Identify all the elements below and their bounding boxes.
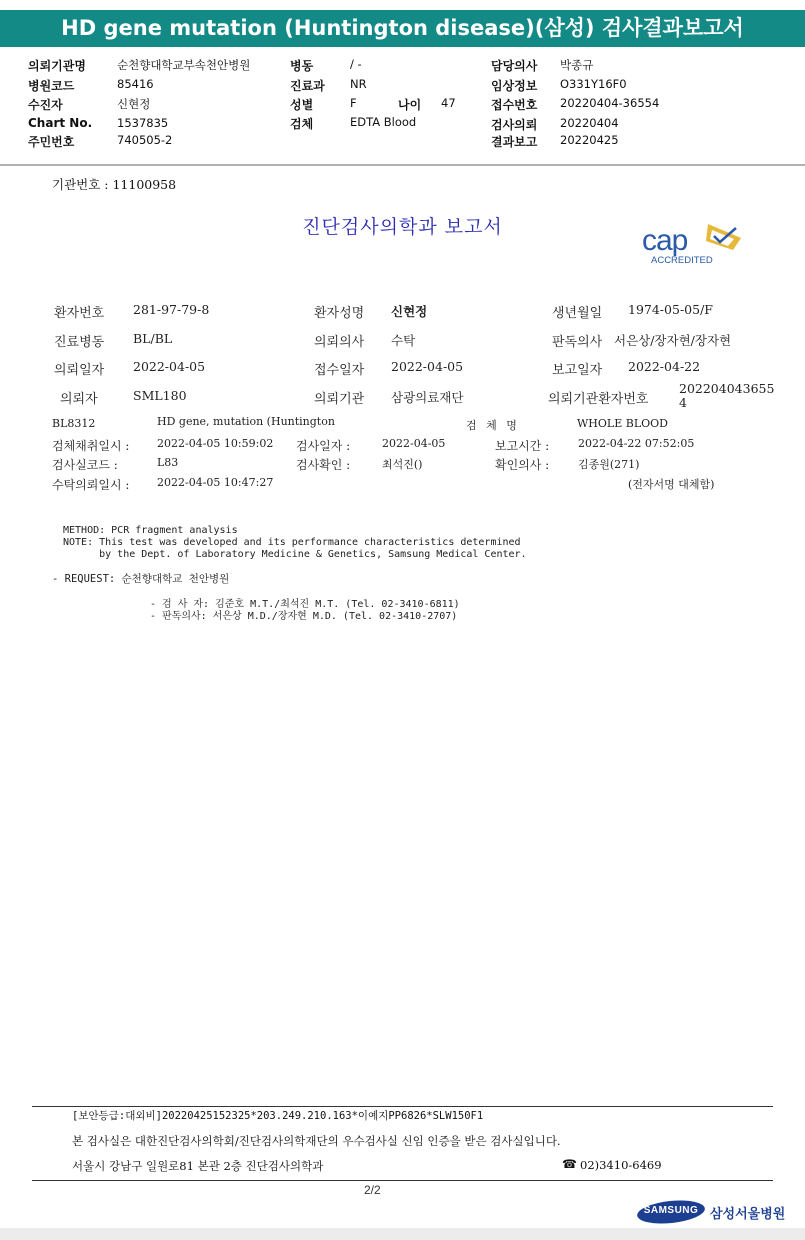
report-title: 진단검사의학과 보고서 — [302, 216, 503, 238]
label-specimen: 검체 — [290, 117, 314, 131]
label-attending-doctor: 담당의사 — [491, 59, 538, 73]
label-lab-code: 검사실코드 : — [52, 458, 118, 472]
label-institution-patient-no: 의뢰기관환자번호 — [548, 392, 649, 407]
label-test-confirm: 검사확인 : — [296, 458, 351, 472]
value-department: NR — [350, 77, 367, 91]
label-report-date: 보고일자 — [552, 363, 603, 378]
label-collection-time: 검체채취일시 : — [52, 439, 130, 453]
value-age: 47 — [441, 96, 456, 110]
note-line-1: NOTE: This test was developed and its performance characteristics determined — [63, 537, 521, 548]
label-accession-no: 접수번호 — [491, 98, 538, 112]
value-report-date: 2022-04-22 — [628, 359, 701, 374]
value-ward: / - — [350, 57, 362, 71]
value-accession-no: 20220404-36554 — [560, 96, 660, 110]
value-patient: 신현정 — [117, 97, 151, 111]
label-test-request: 검사의뢰 — [491, 118, 538, 132]
label-reading-doctor: 판독의사 — [552, 335, 603, 350]
page-number: 2/2 — [364, 1183, 381, 1197]
label-resident-no: 주민번호 — [28, 135, 75, 149]
label-requesting-institution: 의뢰기관명 — [28, 59, 86, 73]
value-institution-patient-no-2: 4 — [679, 395, 687, 410]
label-requester: 의뢰자 — [60, 392, 98, 407]
value-requesting-institution: 순천향대학교부속천안병원 — [117, 58, 251, 72]
telephone-icon: ☎ — [562, 1157, 577, 1171]
institution-number: 기관번호 : 11100958 — [52, 177, 177, 192]
label-patient-no: 환자번호 — [54, 306, 105, 321]
value-patient-no: 281-97-79-8 — [133, 302, 210, 317]
value-hospital-code: 85416 — [117, 77, 154, 91]
test-code: BL8312 — [52, 417, 96, 430]
lab-address: 서울시 강남구 일원로81 본관 2층 진단검사의학과 — [72, 1159, 324, 1173]
request-note: - REQUEST: 순천향대학교 천안병원 — [52, 573, 230, 585]
certification-statement: 본 검사실은 대한진단검사의학회/진단검사의학재단의 우수검사실 신임 인증을 받은 검사실입니다. — [72, 1134, 561, 1148]
value-clinical-info: O331Y16F0 — [560, 77, 627, 91]
label-sex: 성별 — [290, 98, 314, 112]
value-collection-time: 2022-04-05 10:59:02 — [157, 437, 274, 450]
label-requesting-institution-2: 의뢰기관 — [314, 392, 365, 407]
value-report-time: 2022-04-22 07:52:05 — [578, 437, 695, 450]
label-report-time: 보고시간 : — [495, 439, 550, 453]
value-patient-name: 신현정 — [391, 304, 428, 319]
label-requesting-doctor: 의뢰의사 — [314, 335, 365, 350]
footer-bottom-rule — [32, 1180, 773, 1181]
value-test-confirm: 최석진() — [382, 458, 423, 471]
label-contract-request-time: 수탁의뢰일시 : — [52, 478, 130, 492]
value-request-date: 2022-04-05 — [133, 359, 206, 374]
value-sex: F — [350, 96, 357, 110]
cap-logo-text: cap — [642, 224, 688, 257]
label-receipt-date: 접수일자 — [314, 363, 365, 378]
label-confirm-doctor: 확인의사 : — [495, 458, 550, 472]
label-ward: 병동 — [290, 59, 314, 73]
samsung-logo — [636, 1199, 706, 1225]
label-age: 나이 — [398, 98, 422, 112]
label-test-date: 검사일자 : — [296, 439, 351, 453]
method-note: METHOD: PCR fragment analysis — [63, 525, 238, 536]
label-chart-no: Chart No. — [28, 116, 93, 130]
value-institution-patient-no-1: 202204043655 — [679, 381, 775, 396]
value-dob: 1974-05-05/F — [628, 302, 713, 317]
note-line-2: by the Dept. of Laboratory Medicine & Genetics, Samsung Medical Center. — [63, 549, 527, 560]
value-result-report: 20220425 — [560, 133, 619, 147]
value-resident-no: 740505-2 — [117, 133, 173, 147]
lab-phone: 02)3410-6469 — [580, 1158, 662, 1172]
label-request-date: 의뢰일자 — [54, 363, 105, 378]
value-requesting-institution-2: 삼광의료재단 — [391, 390, 464, 405]
label-patient: 수진자 — [28, 98, 63, 112]
value-specimen: EDTA Blood — [350, 115, 417, 129]
value-lab-code: L83 — [157, 456, 179, 469]
samsung-logo-text: SAMSUNG — [643, 1205, 699, 1216]
value-attending-doctor: 박종규 — [560, 58, 594, 72]
label-specimen-name: 검 체 명 — [466, 419, 520, 432]
test-name: HD gene, mutation (Huntington — [157, 415, 335, 428]
reader-note: - 판독의사: 서은상 M.D./장자현 M.D. (Tel. 02-3410-2707) — [150, 611, 458, 622]
label-patient-name: 환자성명 — [314, 306, 365, 321]
hospital-name: 삼성서울병원 — [710, 1207, 786, 1222]
value-chart-no: 1537835 — [117, 116, 169, 130]
security-level: [보안등급:대외비]20220425152325*203.249.210.163*이예지PP6826*SLW150F1 — [72, 1110, 484, 1122]
value-contract-request-time: 2022-04-05 10:47:27 — [157, 476, 274, 489]
value-reading-doctor: 서은상/장자현/장자현 — [614, 333, 732, 348]
e-signature-note: (전자서명 대체함) — [628, 478, 715, 491]
value-requesting-doctor: 수탁 — [391, 333, 416, 348]
value-clinic-ward: BL/BL — [133, 331, 173, 346]
cap-accredited-logo — [642, 222, 746, 268]
value-requester: SML180 — [133, 388, 187, 403]
cap-accredited-text: ACCREDITED — [651, 255, 713, 266]
footer-top-rule — [32, 1106, 773, 1107]
label-clinical-info: 임상정보 — [491, 79, 538, 93]
label-result-report: 결과보고 — [491, 135, 538, 149]
label-department: 진료과 — [290, 79, 325, 93]
label-clinic-ward: 진료병동 — [54, 335, 105, 350]
page-bottom-strip — [0, 1228, 805, 1240]
label-hospital-code: 병원코드 — [28, 79, 75, 93]
value-confirm-doctor: 김종원(271) — [578, 458, 640, 471]
label-dob: 생년월일 — [552, 306, 603, 321]
value-specimen-name: WHOLE BLOOD — [577, 417, 668, 430]
tester-note: - 검 사 자: 김준호 M.T./최석진 M.T. (Tel. 02-3410-6811) — [150, 599, 460, 610]
value-receipt-date: 2022-04-05 — [391, 359, 464, 374]
value-test-date: 2022-04-05 — [382, 437, 446, 450]
report-title-bar: HD gene mutation (Huntington disease)(삼성) 검사결과보고서 — [0, 10, 805, 47]
header-divider — [0, 164, 805, 166]
value-test-request: 20220404 — [560, 116, 619, 130]
